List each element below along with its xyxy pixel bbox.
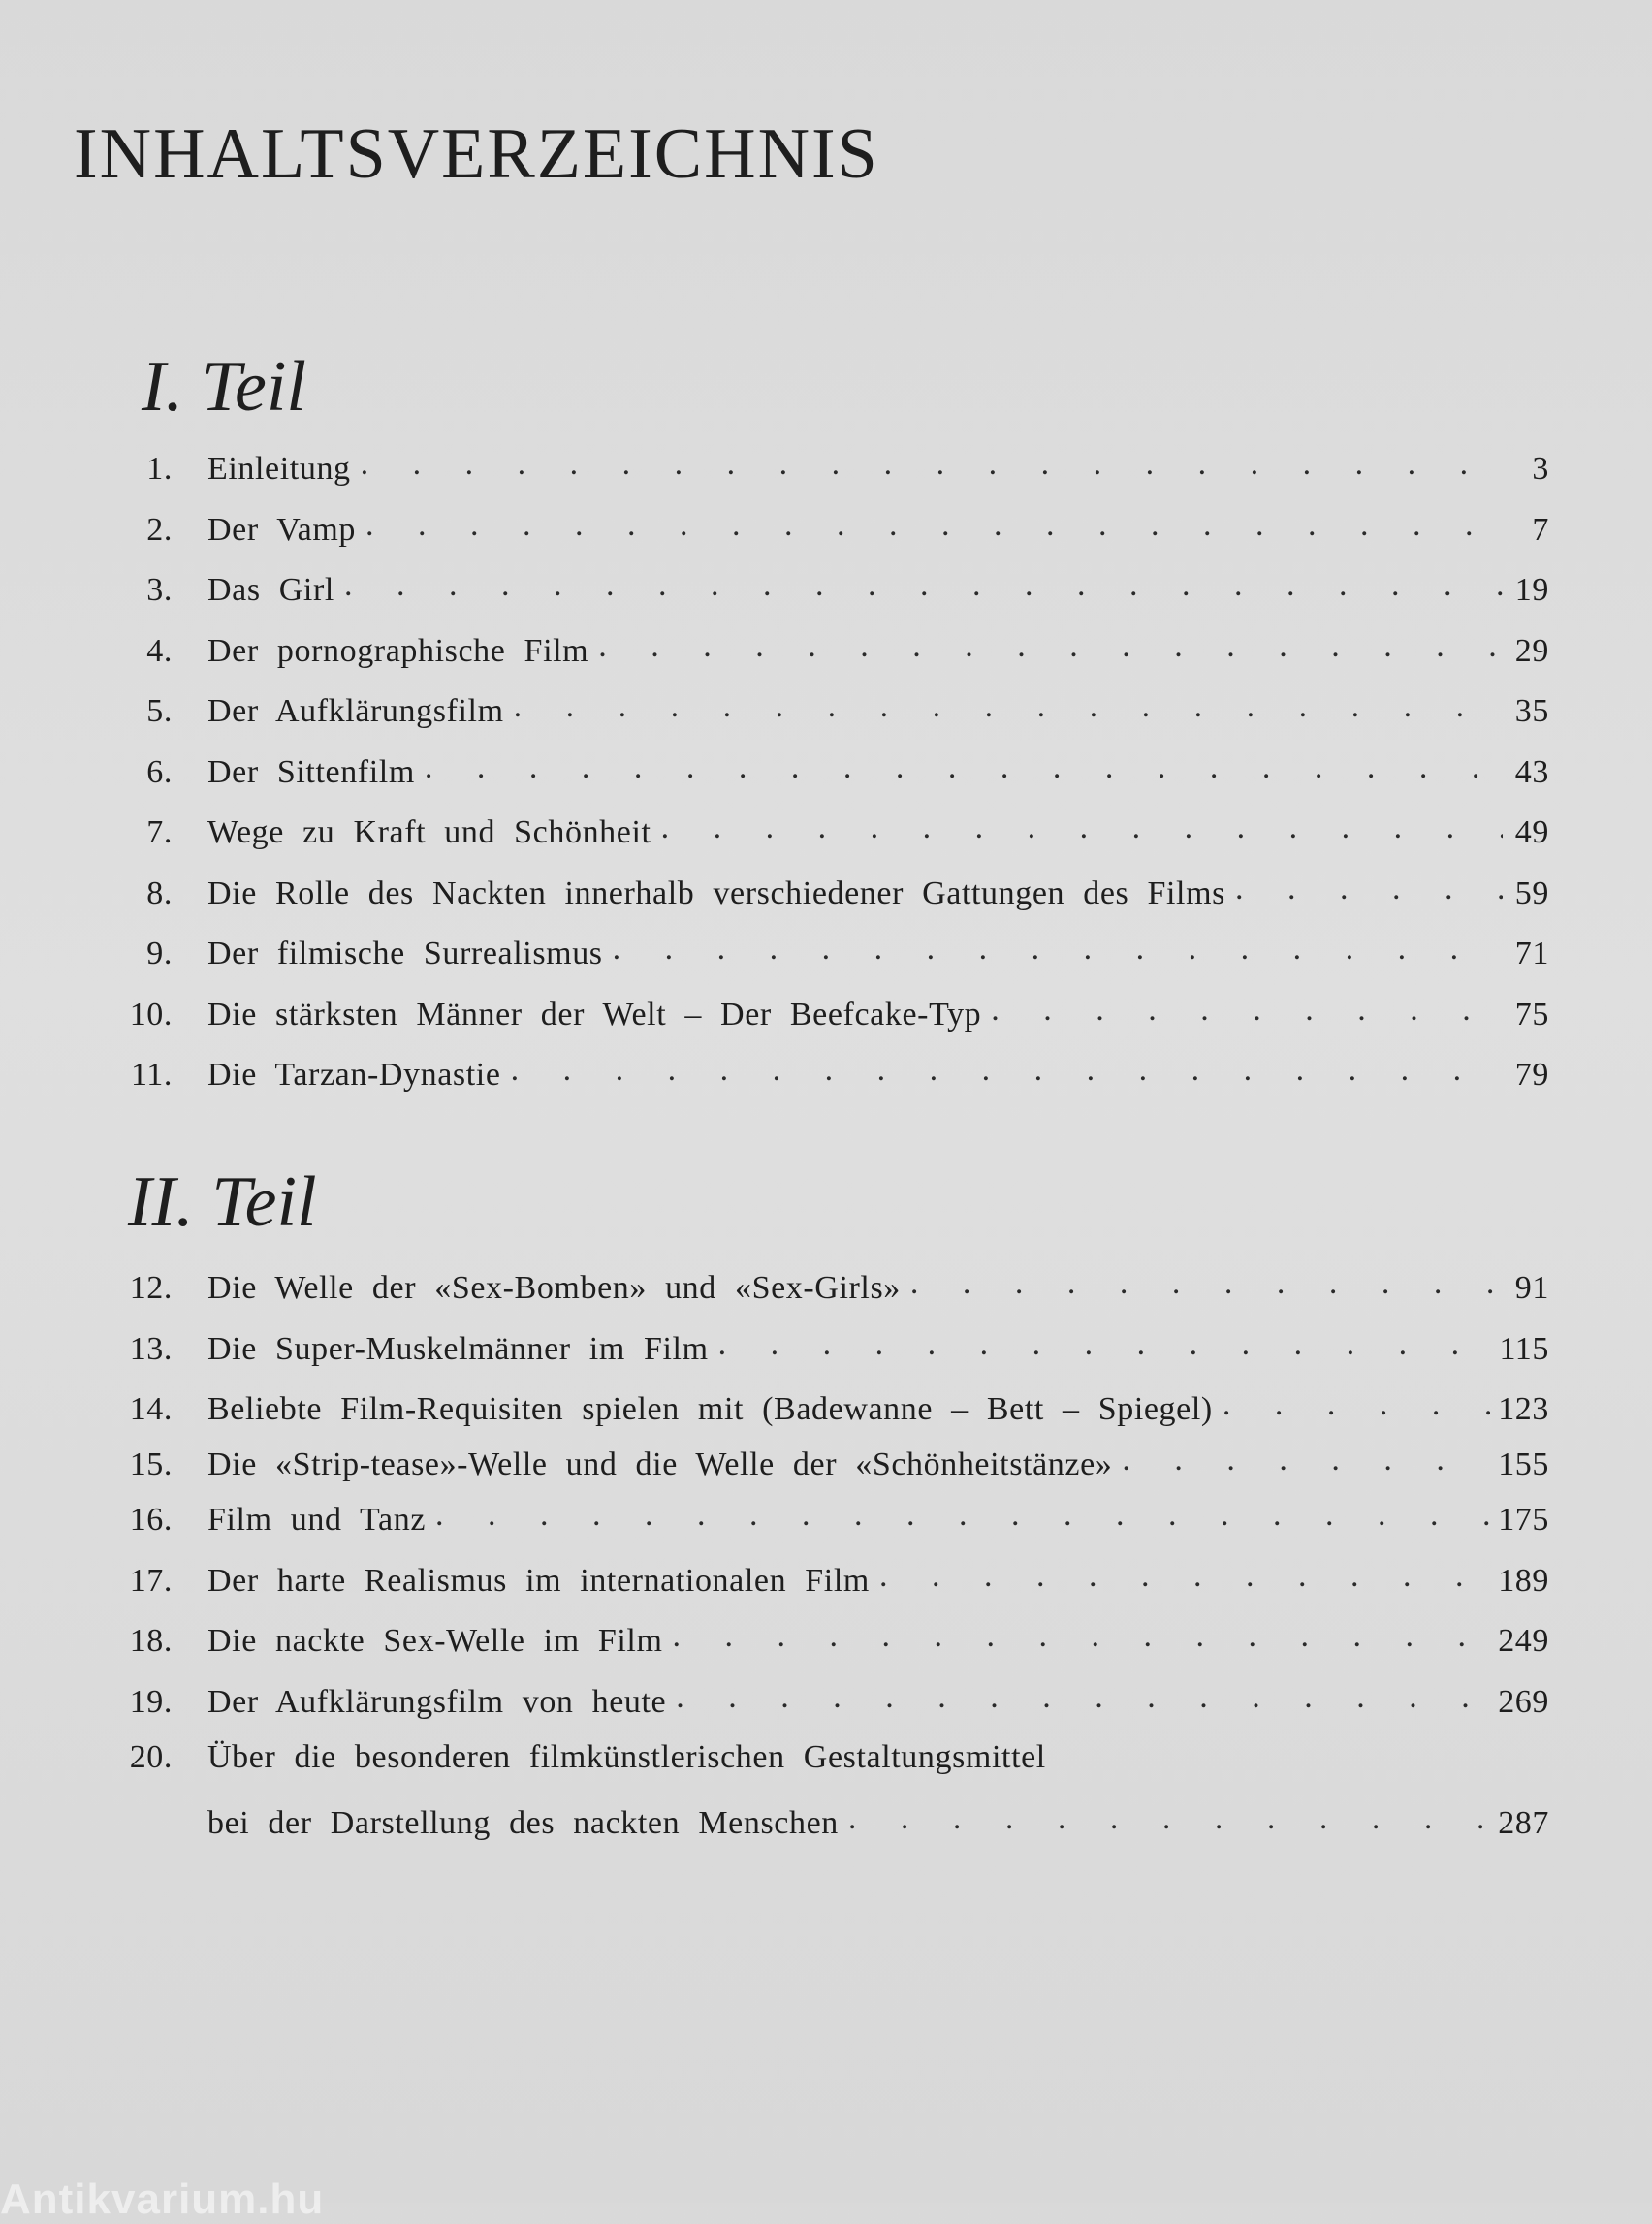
entry-number: 10. — [129, 996, 173, 1033]
toc-entry — [114, 1679, 1549, 1740]
entry-number: 15. — [129, 1446, 173, 1482]
dot-leader — [718, 1326, 1492, 1359]
dot-leader — [344, 567, 1503, 600]
entry-number: 20. — [129, 1739, 173, 1775]
dot-leader — [1122, 1442, 1490, 1475]
toc-entry — [114, 1326, 1549, 1387]
entry-page: 19 — [1514, 572, 1549, 608]
toc-entry — [114, 992, 1549, 1053]
entry-page: 123 — [1498, 1391, 1549, 1427]
toc-list-part-1 — [114, 446, 1549, 1113]
dot-leader — [661, 810, 1503, 842]
dot-leader — [910, 1265, 1503, 1298]
entry-number: 3. — [146, 572, 173, 608]
entry-page: 3 — [1532, 451, 1549, 487]
entry-number: 9. — [146, 936, 173, 971]
entry-page: 59 — [1514, 874, 1549, 911]
entry-page: 79 — [1514, 1057, 1549, 1093]
entry-title: Über die besonderen filmkünstlerischen Gestaltungsmittel — [207, 1739, 1046, 1775]
entry-page: 29 — [1514, 632, 1549, 669]
entry-page: 71 — [1514, 936, 1549, 971]
toc-entry — [114, 567, 1549, 628]
entry-number: 18. — [129, 1623, 173, 1659]
toc-entry — [114, 810, 1549, 871]
entry-number: 19. — [129, 1683, 173, 1720]
dot-leader — [673, 1618, 1491, 1651]
dot-leader — [511, 1052, 1503, 1085]
entry-page: 49 — [1514, 814, 1549, 850]
entry-page: 43 — [1514, 753, 1549, 790]
dot-leader — [435, 1497, 1490, 1530]
toc-entry — [114, 1497, 1549, 1558]
entry-line-1 — [114, 1739, 1549, 1800]
toc-entry — [114, 1265, 1549, 1326]
entry-title: Der Aufklärungsfilm von heute — [207, 1683, 667, 1720]
entry-title: Beliebte Film-Requisiten spielen mit (Badewanne – Bett – Spiegel) — [207, 1391, 1213, 1427]
entry-title: Das Girl — [207, 572, 334, 608]
entry-page: 287 — [1498, 1804, 1549, 1841]
entry-page: 189 — [1498, 1562, 1549, 1599]
dot-leader — [848, 1800, 1490, 1833]
entry-page: 115 — [1499, 1330, 1549, 1367]
entry-page: 249 — [1498, 1623, 1549, 1659]
dot-leader — [425, 749, 1503, 782]
page-title: INHALTSVERZEICHNIS — [74, 114, 879, 194]
entry-title: Die «Strip-tease»-Welle und die Welle der «Schönheitstänze» — [207, 1446, 1113, 1482]
entry-number: 12. — [129, 1270, 173, 1306]
entry-title: Der Aufklärungsfilm — [207, 693, 504, 729]
toc-entry — [114, 1386, 1549, 1442]
entry-number: 2. — [146, 511, 173, 548]
entry-page: 269 — [1498, 1683, 1549, 1720]
entry-number: 13. — [129, 1330, 173, 1367]
dot-leader — [991, 992, 1503, 1025]
toc-entry — [114, 749, 1549, 810]
toc-entry — [114, 507, 1549, 568]
entry-number: 1. — [146, 451, 173, 487]
entry-title: Die Rolle des Nackten innerhalb verschiedener Gattungen des Films — [207, 874, 1225, 911]
dot-leader — [361, 446, 1503, 479]
entry-title: Einleitung — [207, 451, 351, 487]
entry-page: 175 — [1498, 1502, 1549, 1538]
entry-title: Film und Tanz — [207, 1502, 427, 1538]
dot-leader — [598, 628, 1503, 661]
toc-entry — [114, 628, 1549, 689]
entry-title: Die Welle der «Sex-Bomben» und «Sex-Girls» — [207, 1270, 901, 1306]
dot-leader — [1235, 871, 1503, 904]
toc-entry — [114, 1052, 1549, 1113]
entry-page: 35 — [1514, 693, 1549, 729]
entry-title: Die stärksten Männer der Welt – Der Beefcake-Typ — [207, 996, 982, 1033]
toc-entry — [114, 1558, 1549, 1619]
part-heading-2: II. Teil — [128, 1162, 317, 1242]
entry-number: 6. — [146, 753, 173, 790]
entry-title: Der Sittenfilm — [207, 753, 415, 790]
entry-line-2 — [114, 1800, 1549, 1861]
dot-leader — [1223, 1386, 1490, 1419]
entry-title-continued: bei der Darstellung des nackten Menschen — [207, 1804, 839, 1841]
entry-title: Wege zu Kraft und Schönheit — [207, 814, 651, 850]
entry-page: 75 — [1514, 996, 1549, 1033]
part-heading-1: I. Teil — [142, 347, 306, 427]
entry-number: 8. — [146, 874, 173, 911]
entry-title: Die nackte Sex-Welle im Film — [207, 1623, 663, 1659]
toc-entry — [114, 931, 1549, 992]
entry-title: Der filmische Surrealismus — [207, 936, 603, 971]
entry-number: 5. — [146, 693, 173, 729]
entry-page: 155 — [1498, 1446, 1549, 1482]
toc-entry — [114, 1442, 1549, 1497]
entry-title: Die Tarzan-Dynastie — [207, 1057, 501, 1093]
entry-number: 14. — [129, 1391, 173, 1427]
dot-leader — [514, 688, 1503, 721]
toc-list-part-2 — [114, 1265, 1549, 1860]
entry-number: 17. — [129, 1562, 173, 1599]
toc-entry — [114, 446, 1549, 507]
toc-entry — [114, 871, 1549, 932]
toc-entry — [114, 1739, 1549, 1860]
entry-page: 7 — [1532, 511, 1549, 548]
entry-number: 11. — [130, 1057, 173, 1093]
entry-number: 16. — [129, 1502, 173, 1538]
entry-title: Der Vamp — [207, 511, 356, 548]
toc-entry — [114, 1618, 1549, 1679]
entry-title: Der harte Realismus im internationalen Film — [207, 1562, 870, 1599]
entry-title: Der pornographische Film — [207, 632, 589, 669]
entry-title: Die Super-Muskelmänner im Film — [207, 1330, 709, 1367]
dot-leader — [365, 507, 1503, 540]
dot-leader — [613, 931, 1503, 964]
entry-number: 7. — [146, 814, 173, 850]
watermark: Antikvarium.hu — [0, 2176, 325, 2223]
dot-leader — [676, 1679, 1490, 1712]
entry-number: 4. — [146, 632, 173, 669]
dot-leader — [879, 1558, 1490, 1591]
entry-page: 91 — [1514, 1270, 1549, 1306]
toc-entry — [114, 688, 1549, 749]
